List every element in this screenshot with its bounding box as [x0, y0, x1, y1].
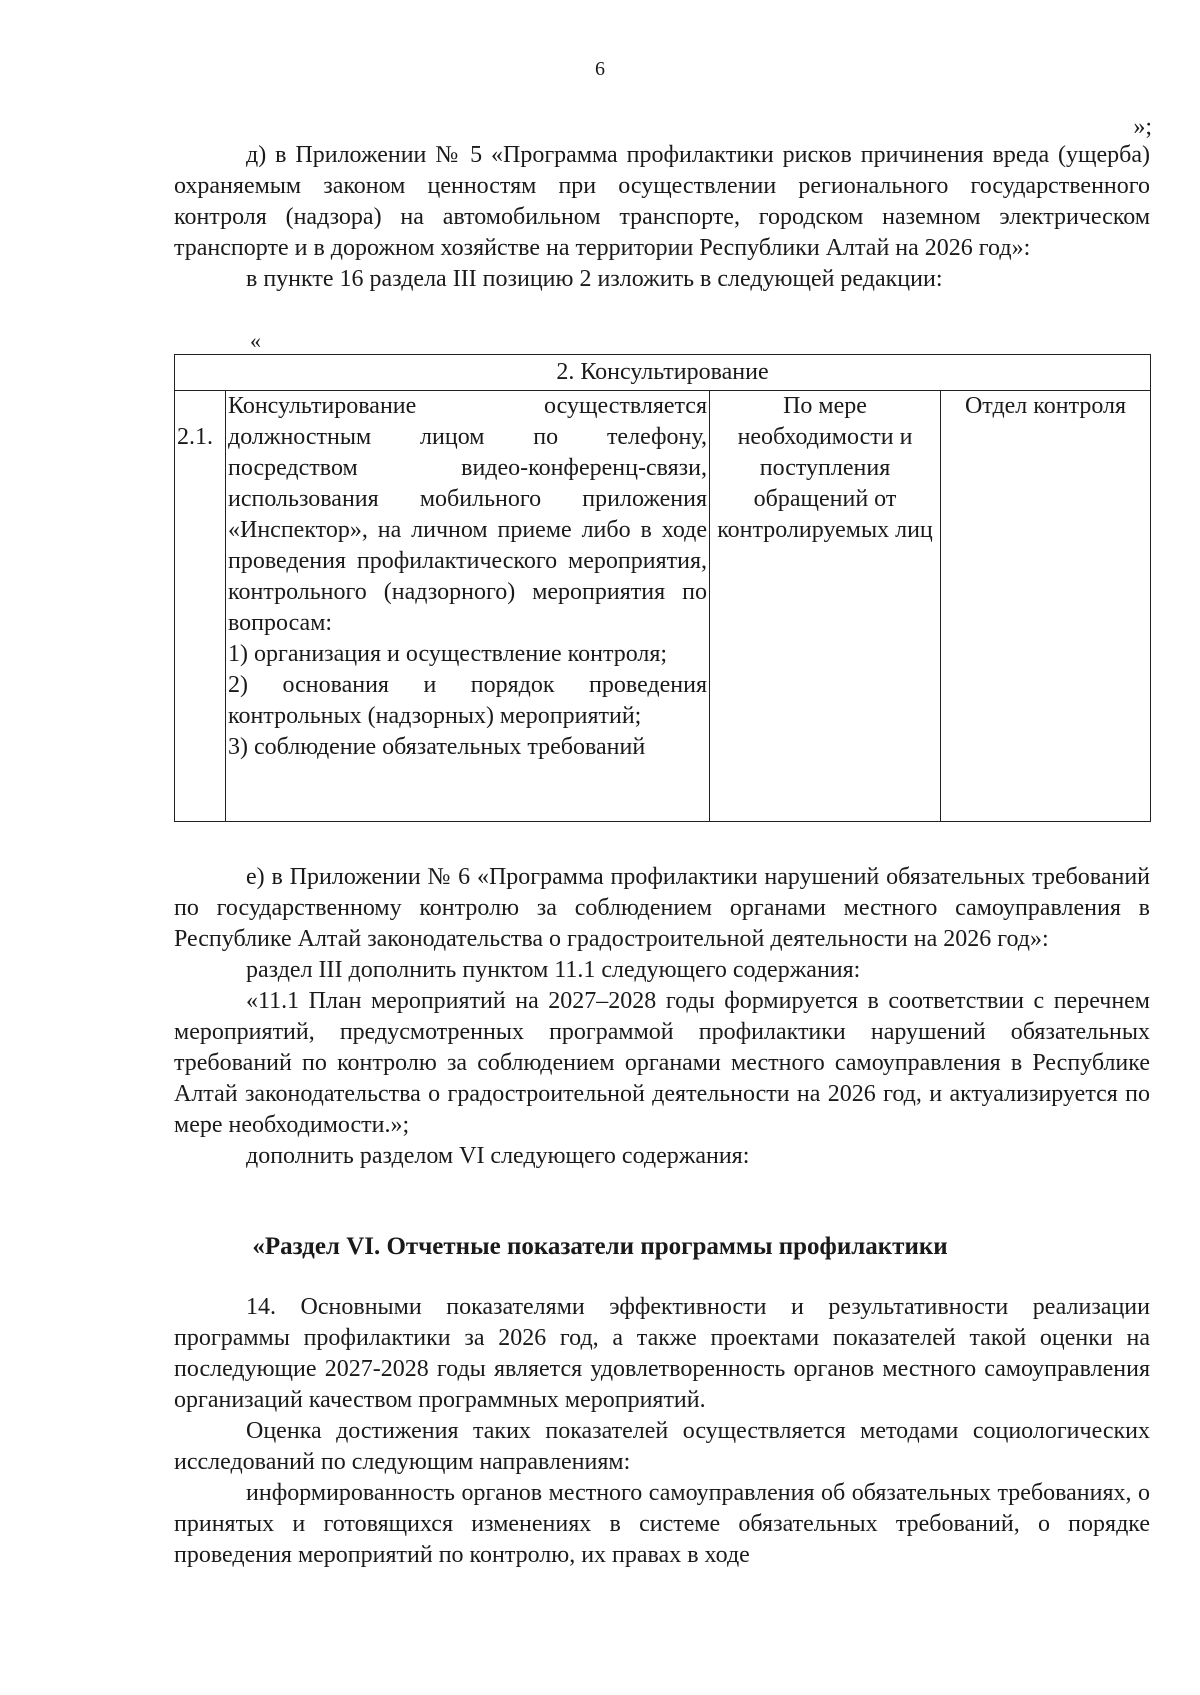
paragraph-informedness: информированность органов местного самоуправления об обязательных требованиях, о принятых и готовящихся изменениях в системе обязательных требований, о порядке проведения мероприятий по контролю, их правах в ходе: [174, 1480, 1150, 1568]
paragraph-e-add-point: раздел III дополнить пунктом 11.1 следующего содержания:: [246, 957, 861, 983]
paragraph-e-block: [174, 862, 1150, 1172]
table-section-row: [175, 355, 1151, 391]
row-description: [226, 391, 710, 822]
opening-quote: «: [250, 328, 261, 353]
description-item: 3) соблюдение обязательных требований: [228, 734, 646, 760]
section-vi-heading: «Раздел VI. Отчетные показатели программы профилактики: [252, 1233, 948, 1260]
row-timing: По мере необходимости и поступления обращений от контролируемых лиц: [710, 391, 941, 822]
paragraph-d-block: [174, 140, 1150, 295]
paragraph-d-instruction: в пункте 16 раздела III позицию 2 изложить в следующей редакции:: [246, 266, 943, 292]
paragraph-e: е) в Приложении № 6 «Программа профилактики нарушений обязательных требований по государственному контролю за соблюдением органами местного самоуправления в Республике Алтай законодательства о градостроительной деятельности на 2026 год»:: [174, 864, 1150, 952]
row-responsible: Отдел контроля: [941, 391, 1151, 822]
table-row: [175, 391, 1151, 822]
paragraph-e-add-section: дополнить разделом VI следующего содержания:: [246, 1143, 750, 1169]
description-text: Консультирование осуществляется должностным лицом по телефону, посредством видео-конференц-связи, использования мобильного приложения «Инспектор», на личном приеме либо в ходе проведения профилактического мероприятия, контрольного (надзорного) мероприятия по вопросам:: [228, 393, 707, 636]
point-11-1-text: «11.1 План мероприятий на 2027–2028 годы формируется в соответствии с перечнем мероприятий, предусмотренных программой профилактики нарушений обязательных требований по контролю за соблюдением органами местного самоуправления в Республике Алтай законодательства о градостроительной деятельности на 2026 год, и актуализируется по мере необходимости.»;: [174, 988, 1150, 1138]
description-item: 2) основания и порядок проведения контрольных (надзорных) мероприятий;: [228, 672, 707, 729]
page-number: 6: [595, 58, 605, 80]
section-vi-body: [174, 1292, 1150, 1571]
table-section-title: 2. Консультирование: [175, 355, 1151, 391]
closing-quote: »;: [1133, 114, 1152, 140]
row-number: 2.1.: [175, 391, 226, 822]
paragraph-d: д) в Приложении № 5 «Программа профилактики рисков причинения вреда (ущерба) охраняемым законом ценностям при осуществлении регионального государственного контроля (надзора) на автомобильном транспорте, городском наземном электрическом транспорте и в дорожном хозяйстве на территории Республики Алтай на 2026 год»:: [174, 142, 1150, 261]
consultation-table: [174, 354, 1151, 822]
paragraph-evaluation: Оценка достижения таких показателей осуществляется методами социологических исследований по следующим направлениям:: [174, 1418, 1150, 1475]
paragraph-14: 14. Основными показателями эффективности и результативности реализации программы профилактики за 2026 год, а также проектами показателей такой оценки на последующие 2027-2028 годы является удовлетворенность органов местного самоуправления организаций качеством программных мероприятий.: [174, 1294, 1150, 1413]
description-item: 1) организация и осуществление контроля;: [228, 641, 668, 667]
